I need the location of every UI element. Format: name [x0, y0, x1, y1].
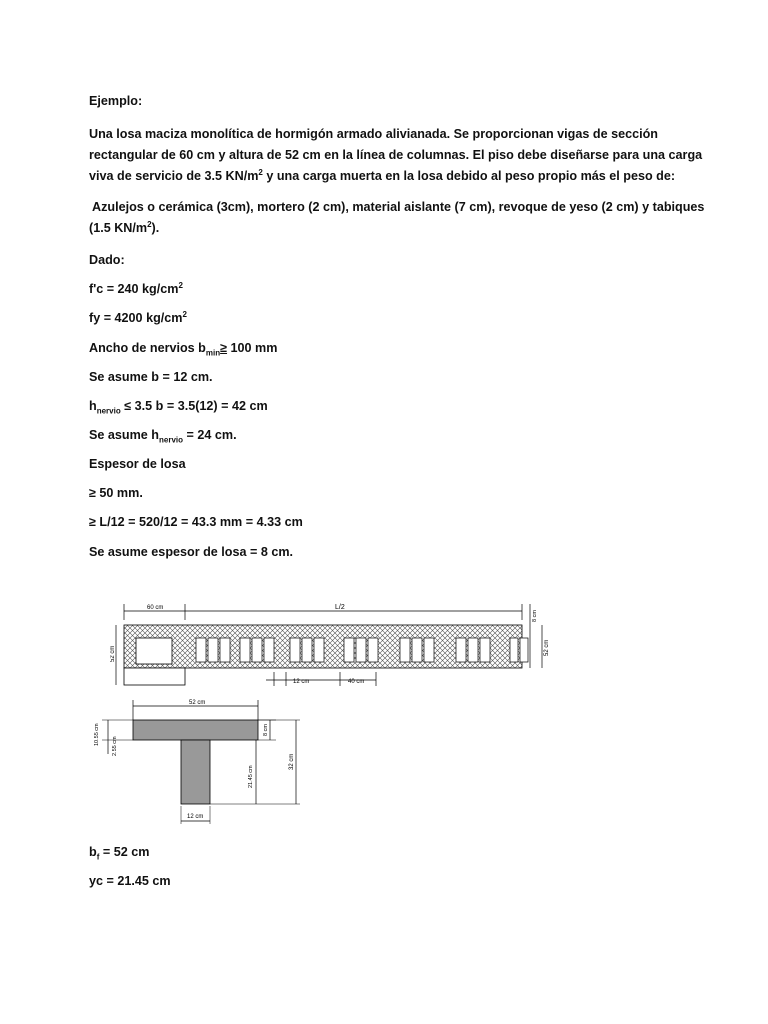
given-heading: Dado: — [89, 253, 125, 267]
loads-line-1: Azulejos o cerámica (3cm), mortero (2 cm), material aislante (7 cm), revoque de yeso (2 cm) y tabiques — [92, 200, 705, 214]
t-dim-52cm: 52 cm — [189, 700, 206, 706]
dim-L2: L/2 — [335, 604, 345, 611]
assume-b: Se asume b = 12 cm. — [89, 370, 213, 384]
loads-line-2: (1.5 $KN/m^2$). — [89, 219, 160, 235]
assume-h: Se asume $h_{nervio} = 24$ cm. — [89, 428, 237, 445]
t-dim-32cm: 32 cm — [289, 753, 295, 770]
t-section-diagram — [86, 696, 306, 826]
dim-40cm-bottom: 40 cm — [348, 679, 365, 685]
intro-line-2: rectangular de 60 cm y altura de 52 cm en la línea de columnas. El piso debe diseñarse para una carga — [89, 148, 703, 162]
t-dim-1055cm: 10.55 cm — [94, 723, 100, 746]
intro-line-3: viva de servicio de 3.5 $KN/m^2$ y una carga muerta en la losa debido al peso propio más el peso de: — [89, 167, 676, 183]
t-dim-2145cm: 21.45 cm — [248, 765, 254, 788]
bf-value: $b_f = 52$ cm — [89, 845, 150, 862]
block-group-2 — [240, 638, 274, 662]
dim-60cm: 60 cm — [147, 605, 164, 611]
min-thickness-L: ≥ L/12 = 520/12 = 43.3 mm = 4.33 cm — [89, 515, 303, 529]
yc-value: yc = 21.45 cm — [89, 874, 171, 888]
slab-thickness-heading: Espesor de losa — [89, 457, 186, 471]
rib-height-limit: $h_{nervio} \le 3.5$ b = 3.5(12) = 42 cm — [89, 399, 268, 416]
example-title: Ejemplo: — [89, 94, 143, 108]
t-dim-255cm: 2.55 cm — [112, 736, 118, 756]
block-group-3 — [290, 638, 324, 662]
block-group-5 — [400, 638, 434, 662]
fc-value: f'c = 240 $kg/cm^2$ — [89, 280, 183, 296]
block-group-6 — [456, 638, 490, 662]
block-group-4 — [344, 638, 378, 662]
dim-52cm-right: 52 cm — [544, 639, 550, 656]
intro-line-1: Una losa maciza monolítica de hormigón armado alivianada. Se proporcionan vigas de sección — [89, 127, 658, 141]
fy-value: fy = 4200 $kg/cm^2$ — [89, 309, 187, 325]
slab-section-diagram — [110, 598, 560, 690]
assume-thickness: Se asume espesor de losa = 8 cm. — [89, 545, 294, 559]
dim-8cm-right: 8 cm — [532, 610, 538, 622]
rib-width: Ancho de nervios $b_{min}\ge 100$ mm — [89, 341, 278, 358]
dim-52cm-left: 52 cm — [110, 645, 116, 662]
min-thickness-50: ≥ 50 mm. — [89, 486, 143, 500]
t-dim-8cm: 8 cm — [263, 724, 269, 736]
block-group-1 — [196, 638, 230, 662]
t-dim-12cm: 12 cm — [187, 814, 204, 820]
dim-12cm-bottom: 12 cm — [293, 679, 310, 685]
